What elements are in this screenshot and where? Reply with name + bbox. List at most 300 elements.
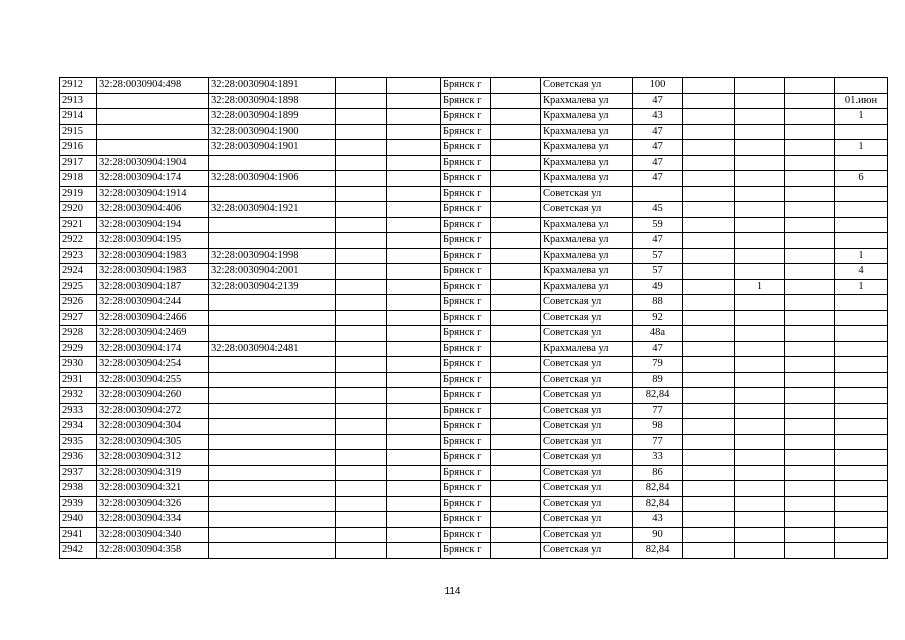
- cadastral-number-room: [209, 233, 336, 249]
- empty-cell: [336, 171, 387, 187]
- empty-cell: [683, 233, 735, 249]
- house-number-cell: 90: [633, 527, 683, 543]
- empty-cell: [491, 233, 541, 249]
- empty-cell: [491, 171, 541, 187]
- empty-cell: [387, 326, 441, 342]
- street-cell: Советская ул: [541, 543, 633, 559]
- row-number: 2920: [60, 202, 97, 218]
- street-cell: Крахмалева ул: [541, 279, 633, 295]
- empty-cell: [387, 140, 441, 156]
- house-number-cell: 79: [633, 357, 683, 373]
- empty-cell: [491, 403, 541, 419]
- table-row: [60, 357, 888, 373]
- value-cell: [735, 465, 785, 481]
- cadastral-number: 32:28:0030904:195: [97, 233, 209, 249]
- empty-cell: [336, 109, 387, 125]
- street-cell: Советская ул: [541, 496, 633, 512]
- empty-cell: [387, 543, 441, 559]
- cadastral-number-room: [209, 372, 336, 388]
- table-row: [60, 93, 888, 109]
- value-cell: [835, 326, 888, 342]
- table-row: [60, 543, 888, 559]
- cadastral-number: [97, 93, 209, 109]
- value-cell: 1: [735, 279, 785, 295]
- cadastral-number-room: [209, 295, 336, 311]
- cadastral-number: [97, 109, 209, 125]
- empty-cell: [491, 124, 541, 140]
- empty-cell: [683, 512, 735, 528]
- empty-cell: [683, 481, 735, 497]
- empty-cell: [491, 217, 541, 233]
- row-number: 2930: [60, 357, 97, 373]
- value-cell: [735, 357, 785, 373]
- value-cell: [835, 372, 888, 388]
- value-cell: [735, 496, 785, 512]
- house-number-cell: 57: [633, 264, 683, 280]
- city-cell: Брянск г: [441, 341, 491, 357]
- row-number: 2932: [60, 388, 97, 404]
- street-cell: Крахмалева ул: [541, 140, 633, 156]
- street-cell: Советская ул: [541, 434, 633, 450]
- cadastral-number-room: 32:28:0030904:1921: [209, 202, 336, 218]
- empty-cell: [491, 527, 541, 543]
- empty-cell: [491, 481, 541, 497]
- empty-cell: [683, 186, 735, 202]
- empty-cell: [387, 295, 441, 311]
- empty-cell: [785, 155, 835, 171]
- empty-cell: [491, 155, 541, 171]
- empty-cell: [785, 217, 835, 233]
- empty-cell: [387, 248, 441, 264]
- empty-cell: [785, 403, 835, 419]
- empty-cell: [785, 109, 835, 125]
- cadastral-number: [97, 140, 209, 156]
- cadastral-number: 32:28:0030904:174: [97, 171, 209, 187]
- value-cell: 1: [835, 140, 888, 156]
- value-cell: 4: [835, 264, 888, 280]
- city-cell: Брянск г: [441, 496, 491, 512]
- street-cell: Советская ул: [541, 202, 633, 218]
- city-cell: Брянск г: [441, 155, 491, 171]
- cadastral-number-room: [209, 543, 336, 559]
- table-row: [60, 171, 888, 187]
- empty-cell: [491, 93, 541, 109]
- value-cell: [735, 155, 785, 171]
- cadastral-number-room: [209, 481, 336, 497]
- empty-cell: [387, 357, 441, 373]
- empty-cell: [336, 512, 387, 528]
- empty-cell: [387, 109, 441, 125]
- cadastral-number: 32:28:0030904:312: [97, 450, 209, 466]
- city-cell: Брянск г: [441, 171, 491, 187]
- empty-cell: [683, 248, 735, 264]
- empty-cell: [683, 496, 735, 512]
- cadastral-number-room: [209, 465, 336, 481]
- city-cell: Брянск г: [441, 233, 491, 249]
- street-cell: Крахмалева ул: [541, 124, 633, 140]
- empty-cell: [336, 295, 387, 311]
- house-number-cell: 86: [633, 465, 683, 481]
- table-row: [60, 233, 888, 249]
- empty-cell: [683, 171, 735, 187]
- row-number: 2921: [60, 217, 97, 233]
- empty-cell: [491, 450, 541, 466]
- empty-cell: [785, 186, 835, 202]
- empty-cell: [387, 310, 441, 326]
- row-number: 2935: [60, 434, 97, 450]
- street-cell: Крахмалева ул: [541, 341, 633, 357]
- house-number-cell: 82,84: [633, 496, 683, 512]
- table-row: [60, 202, 888, 218]
- cadastral-number: 32:28:0030904:1983: [97, 264, 209, 280]
- cadastral-number-room: 32:28:0030904:1998: [209, 248, 336, 264]
- empty-cell: [387, 481, 441, 497]
- row-number: 2939: [60, 496, 97, 512]
- empty-cell: [336, 434, 387, 450]
- value-cell: [735, 202, 785, 218]
- cadastral-number-room: 32:28:0030904:1898: [209, 93, 336, 109]
- empty-cell: [491, 388, 541, 404]
- table-row: [60, 186, 888, 202]
- value-cell: [835, 450, 888, 466]
- cadastral-number-room: [209, 512, 336, 528]
- city-cell: Брянск г: [441, 264, 491, 280]
- house-number-cell: [633, 186, 683, 202]
- empty-cell: [336, 140, 387, 156]
- cadastral-number-room: [209, 326, 336, 342]
- cadastral-number: 32:28:0030904:358: [97, 543, 209, 559]
- value-cell: [735, 109, 785, 125]
- house-number-cell: 92: [633, 310, 683, 326]
- empty-cell: [387, 403, 441, 419]
- empty-cell: [491, 78, 541, 94]
- value-cell: [735, 512, 785, 528]
- cadastral-number: 32:28:0030904:187: [97, 279, 209, 295]
- empty-cell: [491, 310, 541, 326]
- empty-cell: [785, 450, 835, 466]
- empty-cell: [491, 496, 541, 512]
- row-number: 2923: [60, 248, 97, 264]
- value-cell: [835, 496, 888, 512]
- cadastral-number-room: 32:28:0030904:1901: [209, 140, 336, 156]
- cadastral-number-room: [209, 496, 336, 512]
- value-cell: [835, 543, 888, 559]
- value-cell: [735, 403, 785, 419]
- house-number-cell: 47: [633, 155, 683, 171]
- empty-cell: [785, 279, 835, 295]
- empty-cell: [785, 372, 835, 388]
- value-cell: [835, 527, 888, 543]
- empty-cell: [387, 527, 441, 543]
- row-number: 2940: [60, 512, 97, 528]
- empty-cell: [387, 202, 441, 218]
- city-cell: Брянск г: [441, 527, 491, 543]
- table-row: [60, 341, 888, 357]
- table-row: [60, 78, 888, 94]
- row-number: 2917: [60, 155, 97, 171]
- row-number: 2937: [60, 465, 97, 481]
- empty-cell: [336, 543, 387, 559]
- empty-cell: [336, 496, 387, 512]
- empty-cell: [491, 341, 541, 357]
- empty-cell: [785, 357, 835, 373]
- empty-cell: [387, 264, 441, 280]
- empty-cell: [336, 527, 387, 543]
- value-cell: [735, 140, 785, 156]
- empty-cell: [387, 450, 441, 466]
- empty-cell: [336, 310, 387, 326]
- empty-cell: [387, 171, 441, 187]
- street-cell: Советская ул: [541, 326, 633, 342]
- empty-cell: [683, 434, 735, 450]
- cadastral-number: 32:28:0030904:272: [97, 403, 209, 419]
- empty-cell: [336, 341, 387, 357]
- value-cell: [735, 341, 785, 357]
- cadastral-number-room: [209, 434, 336, 450]
- house-number-cell: 89: [633, 372, 683, 388]
- street-cell: Крахмалева ул: [541, 155, 633, 171]
- cadastral-number-room: 32:28:0030904:1900: [209, 124, 336, 140]
- empty-cell: [785, 465, 835, 481]
- house-number-cell: 57: [633, 248, 683, 264]
- table-row: [60, 450, 888, 466]
- value-cell: [835, 78, 888, 94]
- house-number-cell: 45: [633, 202, 683, 218]
- value-cell: [735, 481, 785, 497]
- empty-cell: [491, 202, 541, 218]
- table-row: [60, 527, 888, 543]
- cadastral-number: 32:28:0030904:254: [97, 357, 209, 373]
- cadastral-number: 32:28:0030904:194: [97, 217, 209, 233]
- house-number-cell: 59: [633, 217, 683, 233]
- empty-cell: [785, 481, 835, 497]
- empty-cell: [387, 512, 441, 528]
- cadastral-number-room: 32:28:0030904:2139: [209, 279, 336, 295]
- table-row: [60, 388, 888, 404]
- empty-cell: [387, 341, 441, 357]
- city-cell: Брянск г: [441, 78, 491, 94]
- empty-cell: [336, 450, 387, 466]
- value-cell: [735, 388, 785, 404]
- empty-cell: [336, 326, 387, 342]
- cadastral-number: 32:28:0030904:244: [97, 295, 209, 311]
- city-cell: Брянск г: [441, 109, 491, 125]
- city-cell: Брянск г: [441, 434, 491, 450]
- empty-cell: [491, 264, 541, 280]
- value-cell: [835, 403, 888, 419]
- house-number-cell: 88: [633, 295, 683, 311]
- value-cell: [835, 310, 888, 326]
- empty-cell: [683, 155, 735, 171]
- street-cell: Советская ул: [541, 186, 633, 202]
- street-cell: Советская ул: [541, 310, 633, 326]
- cadastral-number: 32:28:0030904:2469: [97, 326, 209, 342]
- cadastral-number: 32:28:0030904:304: [97, 419, 209, 435]
- row-number: 2912: [60, 78, 97, 94]
- street-cell: Советская ул: [541, 465, 633, 481]
- row-number: 2918: [60, 171, 97, 187]
- row-number: 2933: [60, 403, 97, 419]
- row-number: 2938: [60, 481, 97, 497]
- value-cell: [735, 310, 785, 326]
- row-number: 2924: [60, 264, 97, 280]
- cadastral-number: 32:28:0030904:334: [97, 512, 209, 528]
- city-cell: Брянск г: [441, 310, 491, 326]
- cadastral-number-room: [209, 186, 336, 202]
- empty-cell: [336, 372, 387, 388]
- table-row: [60, 403, 888, 419]
- house-number-cell: 82,84: [633, 388, 683, 404]
- empty-cell: [491, 357, 541, 373]
- street-cell: Крахмалева ул: [541, 233, 633, 249]
- cadastral-number-room: [209, 217, 336, 233]
- table-row: [60, 264, 888, 280]
- empty-cell: [683, 527, 735, 543]
- cadastral-number-room: [209, 419, 336, 435]
- house-number-cell: 47: [633, 124, 683, 140]
- house-number-cell: 49: [633, 279, 683, 295]
- value-cell: 1: [835, 279, 888, 295]
- empty-cell: [387, 155, 441, 171]
- house-number-cell: 82,84: [633, 543, 683, 559]
- empty-cell: [785, 171, 835, 187]
- cadastral-number-room: [209, 403, 336, 419]
- empty-cell: [491, 419, 541, 435]
- house-number-cell: 48а: [633, 326, 683, 342]
- empty-cell: [491, 465, 541, 481]
- cadastral-number-room: [209, 357, 336, 373]
- table-row: [60, 155, 888, 171]
- city-cell: Брянск г: [441, 279, 491, 295]
- street-cell: Советская ул: [541, 481, 633, 497]
- empty-cell: [336, 217, 387, 233]
- empty-cell: [785, 419, 835, 435]
- cadastral-number: 32:28:0030904:406: [97, 202, 209, 218]
- empty-cell: [683, 310, 735, 326]
- empty-cell: [683, 78, 735, 94]
- empty-cell: [491, 140, 541, 156]
- page-number: 114: [444, 586, 461, 597]
- house-number-cell: 100: [633, 78, 683, 94]
- table-row: [60, 140, 888, 156]
- street-cell: Советская ул: [541, 512, 633, 528]
- cadastral-number-room: [209, 310, 336, 326]
- cadastral-number: [97, 124, 209, 140]
- value-cell: 1: [835, 248, 888, 264]
- value-cell: [735, 171, 785, 187]
- house-number-cell: 43: [633, 109, 683, 125]
- empty-cell: [336, 279, 387, 295]
- empty-cell: [491, 512, 541, 528]
- table-body: [60, 78, 888, 559]
- empty-cell: [336, 248, 387, 264]
- empty-cell: [387, 233, 441, 249]
- value-cell: [835, 295, 888, 311]
- street-cell: Крахмалева ул: [541, 109, 633, 125]
- value-cell: [735, 543, 785, 559]
- value-cell: [835, 419, 888, 435]
- cadastral-number: 32:28:0030904:1983: [97, 248, 209, 264]
- empty-cell: [491, 248, 541, 264]
- empty-cell: [336, 233, 387, 249]
- house-number-cell: 43: [633, 512, 683, 528]
- value-cell: [735, 186, 785, 202]
- row-number: 2929: [60, 341, 97, 357]
- table-row: [60, 295, 888, 311]
- cadastral-number: 32:28:0030904:498: [97, 78, 209, 94]
- table-row: [60, 248, 888, 264]
- street-cell: Советская ул: [541, 295, 633, 311]
- empty-cell: [785, 527, 835, 543]
- city-cell: Брянск г: [441, 450, 491, 466]
- empty-cell: [336, 357, 387, 373]
- city-cell: Брянск г: [441, 543, 491, 559]
- row-number: 2919: [60, 186, 97, 202]
- empty-cell: [387, 372, 441, 388]
- city-cell: Брянск г: [441, 295, 491, 311]
- empty-cell: [336, 419, 387, 435]
- row-number: 2931: [60, 372, 97, 388]
- value-cell: [735, 372, 785, 388]
- empty-cell: [683, 357, 735, 373]
- house-number-cell: 82,84: [633, 481, 683, 497]
- empty-cell: [785, 310, 835, 326]
- empty-cell: [387, 496, 441, 512]
- empty-cell: [336, 124, 387, 140]
- table-row: [60, 434, 888, 450]
- house-number-cell: 47: [633, 93, 683, 109]
- city-cell: Брянск г: [441, 357, 491, 373]
- value-cell: [835, 155, 888, 171]
- city-cell: Брянск г: [441, 248, 491, 264]
- empty-cell: [785, 248, 835, 264]
- cadastral-number: 32:28:0030904:260: [97, 388, 209, 404]
- value-cell: 6: [835, 171, 888, 187]
- city-cell: Брянск г: [441, 202, 491, 218]
- empty-cell: [491, 326, 541, 342]
- city-cell: Брянск г: [441, 140, 491, 156]
- empty-cell: [683, 326, 735, 342]
- value-cell: [835, 233, 888, 249]
- house-number-cell: 77: [633, 434, 683, 450]
- cadastral-number: 32:28:0030904:321: [97, 481, 209, 497]
- row-number: 2926: [60, 295, 97, 311]
- street-cell: Советская ул: [541, 388, 633, 404]
- empty-cell: [491, 279, 541, 295]
- cadastral-number-room: 32:28:0030904:2001: [209, 264, 336, 280]
- value-cell: [835, 202, 888, 218]
- empty-cell: [336, 78, 387, 94]
- row-number: 2922: [60, 233, 97, 249]
- empty-cell: [785, 388, 835, 404]
- empty-cell: [491, 109, 541, 125]
- row-number: 2941: [60, 527, 97, 543]
- empty-cell: [785, 326, 835, 342]
- row-number: 2914: [60, 109, 97, 125]
- empty-cell: [785, 496, 835, 512]
- value-cell: [735, 78, 785, 94]
- city-cell: Брянск г: [441, 419, 491, 435]
- table-row: [60, 496, 888, 512]
- empty-cell: [785, 434, 835, 450]
- empty-cell: [683, 279, 735, 295]
- row-number: 2936: [60, 450, 97, 466]
- empty-cell: [785, 264, 835, 280]
- empty-cell: [683, 124, 735, 140]
- street-cell: Крахмалева ул: [541, 217, 633, 233]
- city-cell: Брянск г: [441, 388, 491, 404]
- empty-cell: [336, 202, 387, 218]
